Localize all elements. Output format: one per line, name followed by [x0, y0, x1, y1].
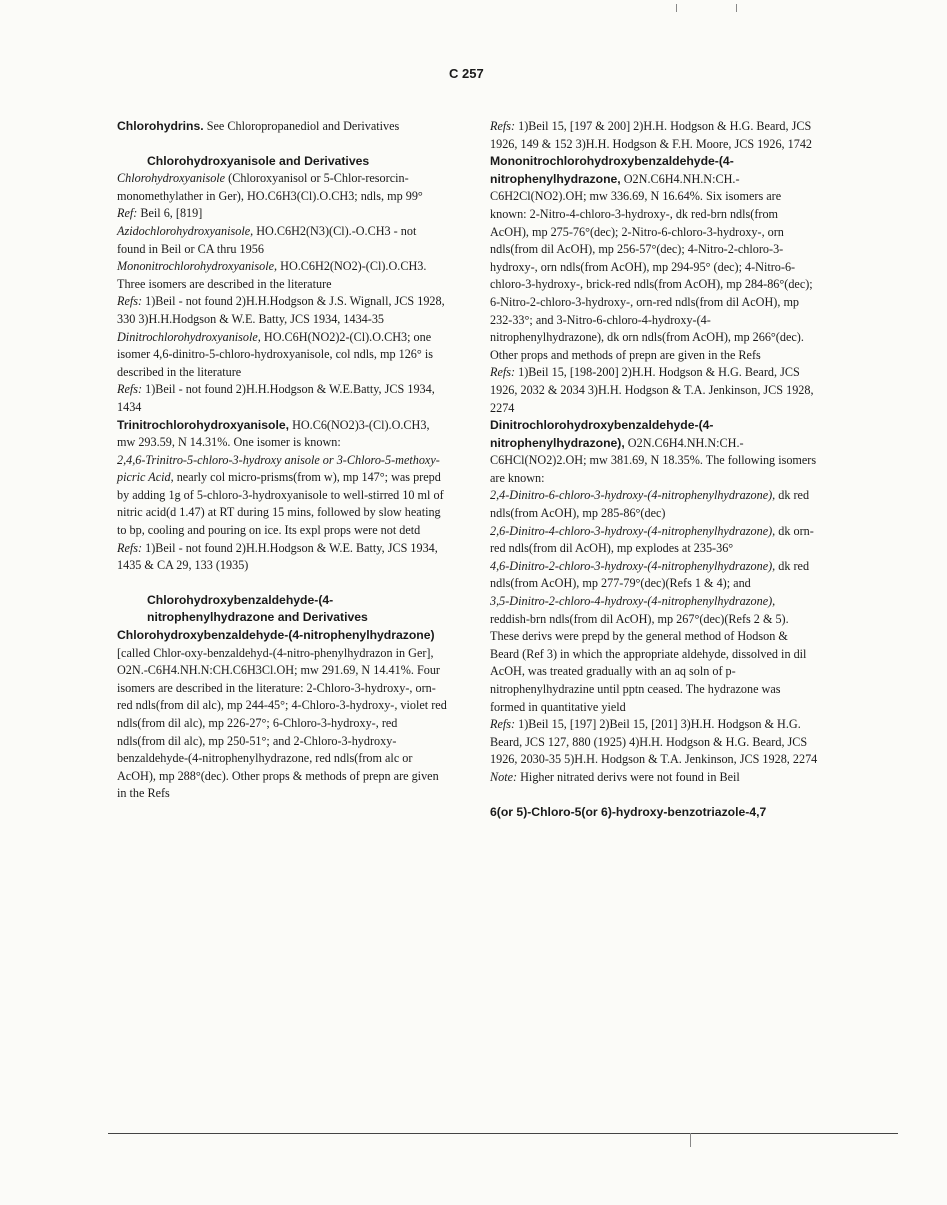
entry-paragraph [490, 523, 818, 558]
entry-title: 6(or 5)-Chloro-5(or 6)-hydroxy-benzotriazole-4,7 [490, 804, 767, 819]
ref-label: Note: [490, 769, 518, 784]
reference [490, 118, 818, 153]
reference [490, 716, 818, 769]
entry-text: 1)Beil 15, [198-200] 2)H.H. Hodgson & H.G. Beard, JCS 1926, 2032 & 2034 3)H.H. Hodgson & T.A. Jenkinson, JCS 1928, 2274 [490, 365, 814, 415]
section-heading: Chlorohydroxyanisole and Derivatives [147, 153, 370, 168]
compound-name: 2,4,6-Trinitro-5-chloro-3-hydroxy anisole or 3-Chloro-5-methoxy-picric Acid, [117, 452, 440, 485]
entry-text: HO.C6(NO2)3-(Cl).O.CH3, mw 293.59, N 14.31%. One isomer is known: [117, 417, 430, 450]
compound-name: Mononitrochlorohydroxybenzaldehyde-(4-nitrophenylhydrazone, [490, 154, 734, 186]
page-number: C 257 [449, 66, 484, 81]
left-column [117, 118, 447, 803]
entry-text: [called Chlor-oxy-benzaldehyd-(4-nitro-phenylhydrazon in Ger], O2N.-C6H4.NH.N:CH.C6H3Cl.OH; mw 291.69, N 14.41%. Four isomers are described in the literature: 2-Chloro-3-hydroxy-, orn-red ndls(from dil alc), mp 244-45°; 4-Chloro-3-hydroxy-, violet red ndls(from dil alc), mp 226-27°; 6-Chloro-3-hydroxy-, red ndls(from dil alc), mp 250-51°; and 2-Chloro-3-hydroxy-benzaldehyde-(4-nitrophenylhydrazone, red ndls(from alc or AcOH), mp 288°(dec). Other props & methods of prepn are given in the Refs [117, 645, 447, 801]
spacer [117, 575, 447, 592]
ref-label: Refs: [490, 119, 516, 133]
ref-label: Refs: [490, 717, 516, 732]
ref-label: Ref: [117, 206, 138, 221]
ref-label: Refs: [117, 294, 143, 309]
entry-text: nearly col micro-prisms(from w), mp 147°; was prepd by adding 1g of 5-chloro-3-hydroxyanisole to well-stirred 10 ml of nitric acid(d 1.47) at RT during 15 mins, followed by slow heating to bp, cooling and pouring on ice. Its expl props were not detd [117, 470, 444, 538]
entry-text: 1)Beil 15, [197] 2)Beil 15, [201] 3)H.H. Hodgson & H.G. Beard, JCS 127, 880 (1925) 4)H.H. Hodgson & H.G. Beard, JCS 1926, 2030-35 5)H.H. Hodgson & T.A. Jenkinson, JCS 1928, 2274 [490, 717, 818, 767]
entry-text: Higher nitrated derivs were not found in Beil [517, 769, 740, 784]
right-column [490, 118, 818, 821]
reference [117, 293, 447, 328]
compound-name: 2,6-Dinitro-4-chloro-3-hydroxy-(4-nitrophenylhydrazone), [490, 523, 776, 538]
entry-paragraph [490, 417, 818, 487]
ref-label: Refs: [117, 382, 143, 397]
entry-text: (Chloroxyanisol or 5-Chlor-resorcin-monomethylather in Ger), HO.C6H3(Cl).O.CH3; ndls, mp 99° [117, 171, 423, 203]
entry-text: HO.C6H2(N3)(Cl).-O.CH3 - not found in Beil or CA thru 1956 [117, 223, 417, 256]
entry-text: 1)Beil - not found 2)H.H.Hodgson & W.E.Batty, JCS 1934, 1434 [117, 382, 435, 414]
compound-name: Mononitrochlorohydroxyanisole, [117, 259, 278, 274]
margin-tick [736, 4, 737, 12]
entry-text: HO.C6H2(NO2)-(Cl).O.CH3. Three isomers are described in the literature [117, 259, 427, 291]
entry-text: 1)Beil - not found 2)H.H.Hodgson & W.E. Batty, JCS 1934, 1435 & CA 29, 133 (1935) [117, 540, 438, 573]
entry-paragraph [117, 627, 447, 803]
reference [117, 540, 447, 575]
compound-name: 2,4-Dinitro-6-chloro-3-hydroxy-(4-nitrophenylhydrazone), [490, 488, 776, 503]
entry-paragraph [117, 329, 447, 382]
reference [117, 205, 447, 223]
entry-paragraph [117, 417, 447, 452]
compound-name: Dinitrochlorohydroxyanisole, [117, 329, 261, 344]
compound-name: 4,6-Dinitro-2-chloro-3-hydroxy-(4-nitrophenylhydrazone), [490, 558, 776, 573]
entry-text: 1)Beil 15, [197 & 200] 2)H.H. Hodgson & H.G. Beard, JCS 1926, 149 & 152 3)H.H. Hodgson & F.H. Moore, JCS 1926, 1742 [490, 119, 813, 151]
section-heading: Chlorohydroxybenzaldehyde-(4-nitrophenylhydrazone and Derivatives [147, 592, 368, 625]
spacer [490, 787, 818, 804]
compound-name: Chlorohydrins. [117, 119, 204, 133]
entry-paragraph [490, 487, 818, 522]
compound-name: 3,5-Dinitro-2-chloro-4-hydroxy-(4-nitrophenylhydrazone), [490, 594, 776, 609]
ref-label: Refs: [117, 540, 143, 555]
entry-paragraph [490, 153, 818, 364]
entry-text: reddish-brn ndls(from dil AcOH), mp 267°(dec)(Refs 2 & 5). These derivs were prepd by the general method of Hodson & Beard (Ref 3) in which the appropriate aldehyde, dissolved in dil AcOH, was treated gradually with an aq soln of p-nitrophenylhydrazine until pptn ceased. The hydrazone was formed in quantitative yield [490, 611, 807, 714]
entry-text: dk red ndls(from AcOH), mp 285-86°(dec) [490, 488, 810, 521]
compound-name: Chlorohydroxyanisole [117, 171, 226, 186]
bottom-rule [108, 1133, 898, 1134]
entry-paragraph [117, 223, 447, 258]
margin-tick [690, 1133, 691, 1147]
ref-label: Refs: [490, 365, 516, 380]
compound-name: Chlorohydroxybenzaldehyde-(4-nitrophenylhydrazone) [117, 628, 435, 643]
entry-text: O2N.C6H4.NH.N:CH.-C6HCl(NO2)2.OH; mw 381.69, N 18.35%. The following isomers are known: [490, 435, 817, 485]
entry-text: HO.C6H(NO2)2-(Cl).O.CH3; one isomer 4,6-dinitro-5-chloro-hydroxyanisole, col ndls, mp 126° is described in the literature [117, 329, 433, 379]
reference [490, 769, 818, 787]
entry-paragraph [490, 558, 818, 593]
entry-text: 1)Beil - not found 2)H.H.Hodgson & J.S. Wignall, JCS 1928, 330 3)H.H.Hodgson & W.E. Batty, JCS 1934, 1434-35 [117, 294, 445, 326]
entry-text: O2N.C6H4.NH.N:CH.-C6H2Cl(NO2).OH; mw 336.69, N 16.64%. Six isomers are known: 2-Nitro-4-chloro-3-hydroxy-, dk red-brn ndls(from AcOH), mp 275-76°(dec); 2-Nitro-6-chloro-3-hydroxy-, orn ndls(from dil AcOH), mp 256-57°(dec); 4-Nitro-2-chloro-3-hydroxy-, orn ndls(from AcOH), mp 294-95° (dec); 4-Nitro-6-chloro-3-hydroxy-, brick-red ndls(from AcOH), mp 284-86°(dec); 6-Nitro-2-chloro-3-hydroxy-, orn-red ndls(from dil AcOH), mp 232-33°; and 3-Nitro-6-chloro-4-hydroxy-(4-nitrophenylhydrazone), dk orn ndls(from AcOH), mp 266°(dec). Other props and methods of prepn are given in the Refs [490, 171, 813, 362]
entry-text: Beil 6, [819] [137, 206, 203, 221]
entry-paragraph [117, 258, 447, 293]
spacer [117, 136, 447, 153]
entry-paragraph [117, 452, 447, 540]
entry-paragraph [117, 170, 447, 205]
compound-name: Dinitrochlorohydroxybenzaldehyde-(4-nitrophenylhydrazone), [490, 418, 714, 450]
entry-paragraph [490, 593, 818, 716]
entry-text: See Chloropropanediol and Derivatives [203, 119, 400, 133]
entry-paragraph [117, 118, 447, 136]
compound-name: Trinitrochlorohydroxyanisole, [117, 417, 290, 432]
compound-name: Azidochlorohydroxyanisole, [117, 223, 254, 238]
entry-text: dk orn-red ndls(from dil AcOH), mp explodes at 235-36° [490, 523, 814, 556]
reference [490, 364, 818, 417]
entry-text: dk red ndls(from AcOH), mp 277-79°(dec)(Refs 1 & 4); and [490, 558, 810, 591]
reference [117, 381, 447, 416]
margin-tick [676, 4, 677, 12]
